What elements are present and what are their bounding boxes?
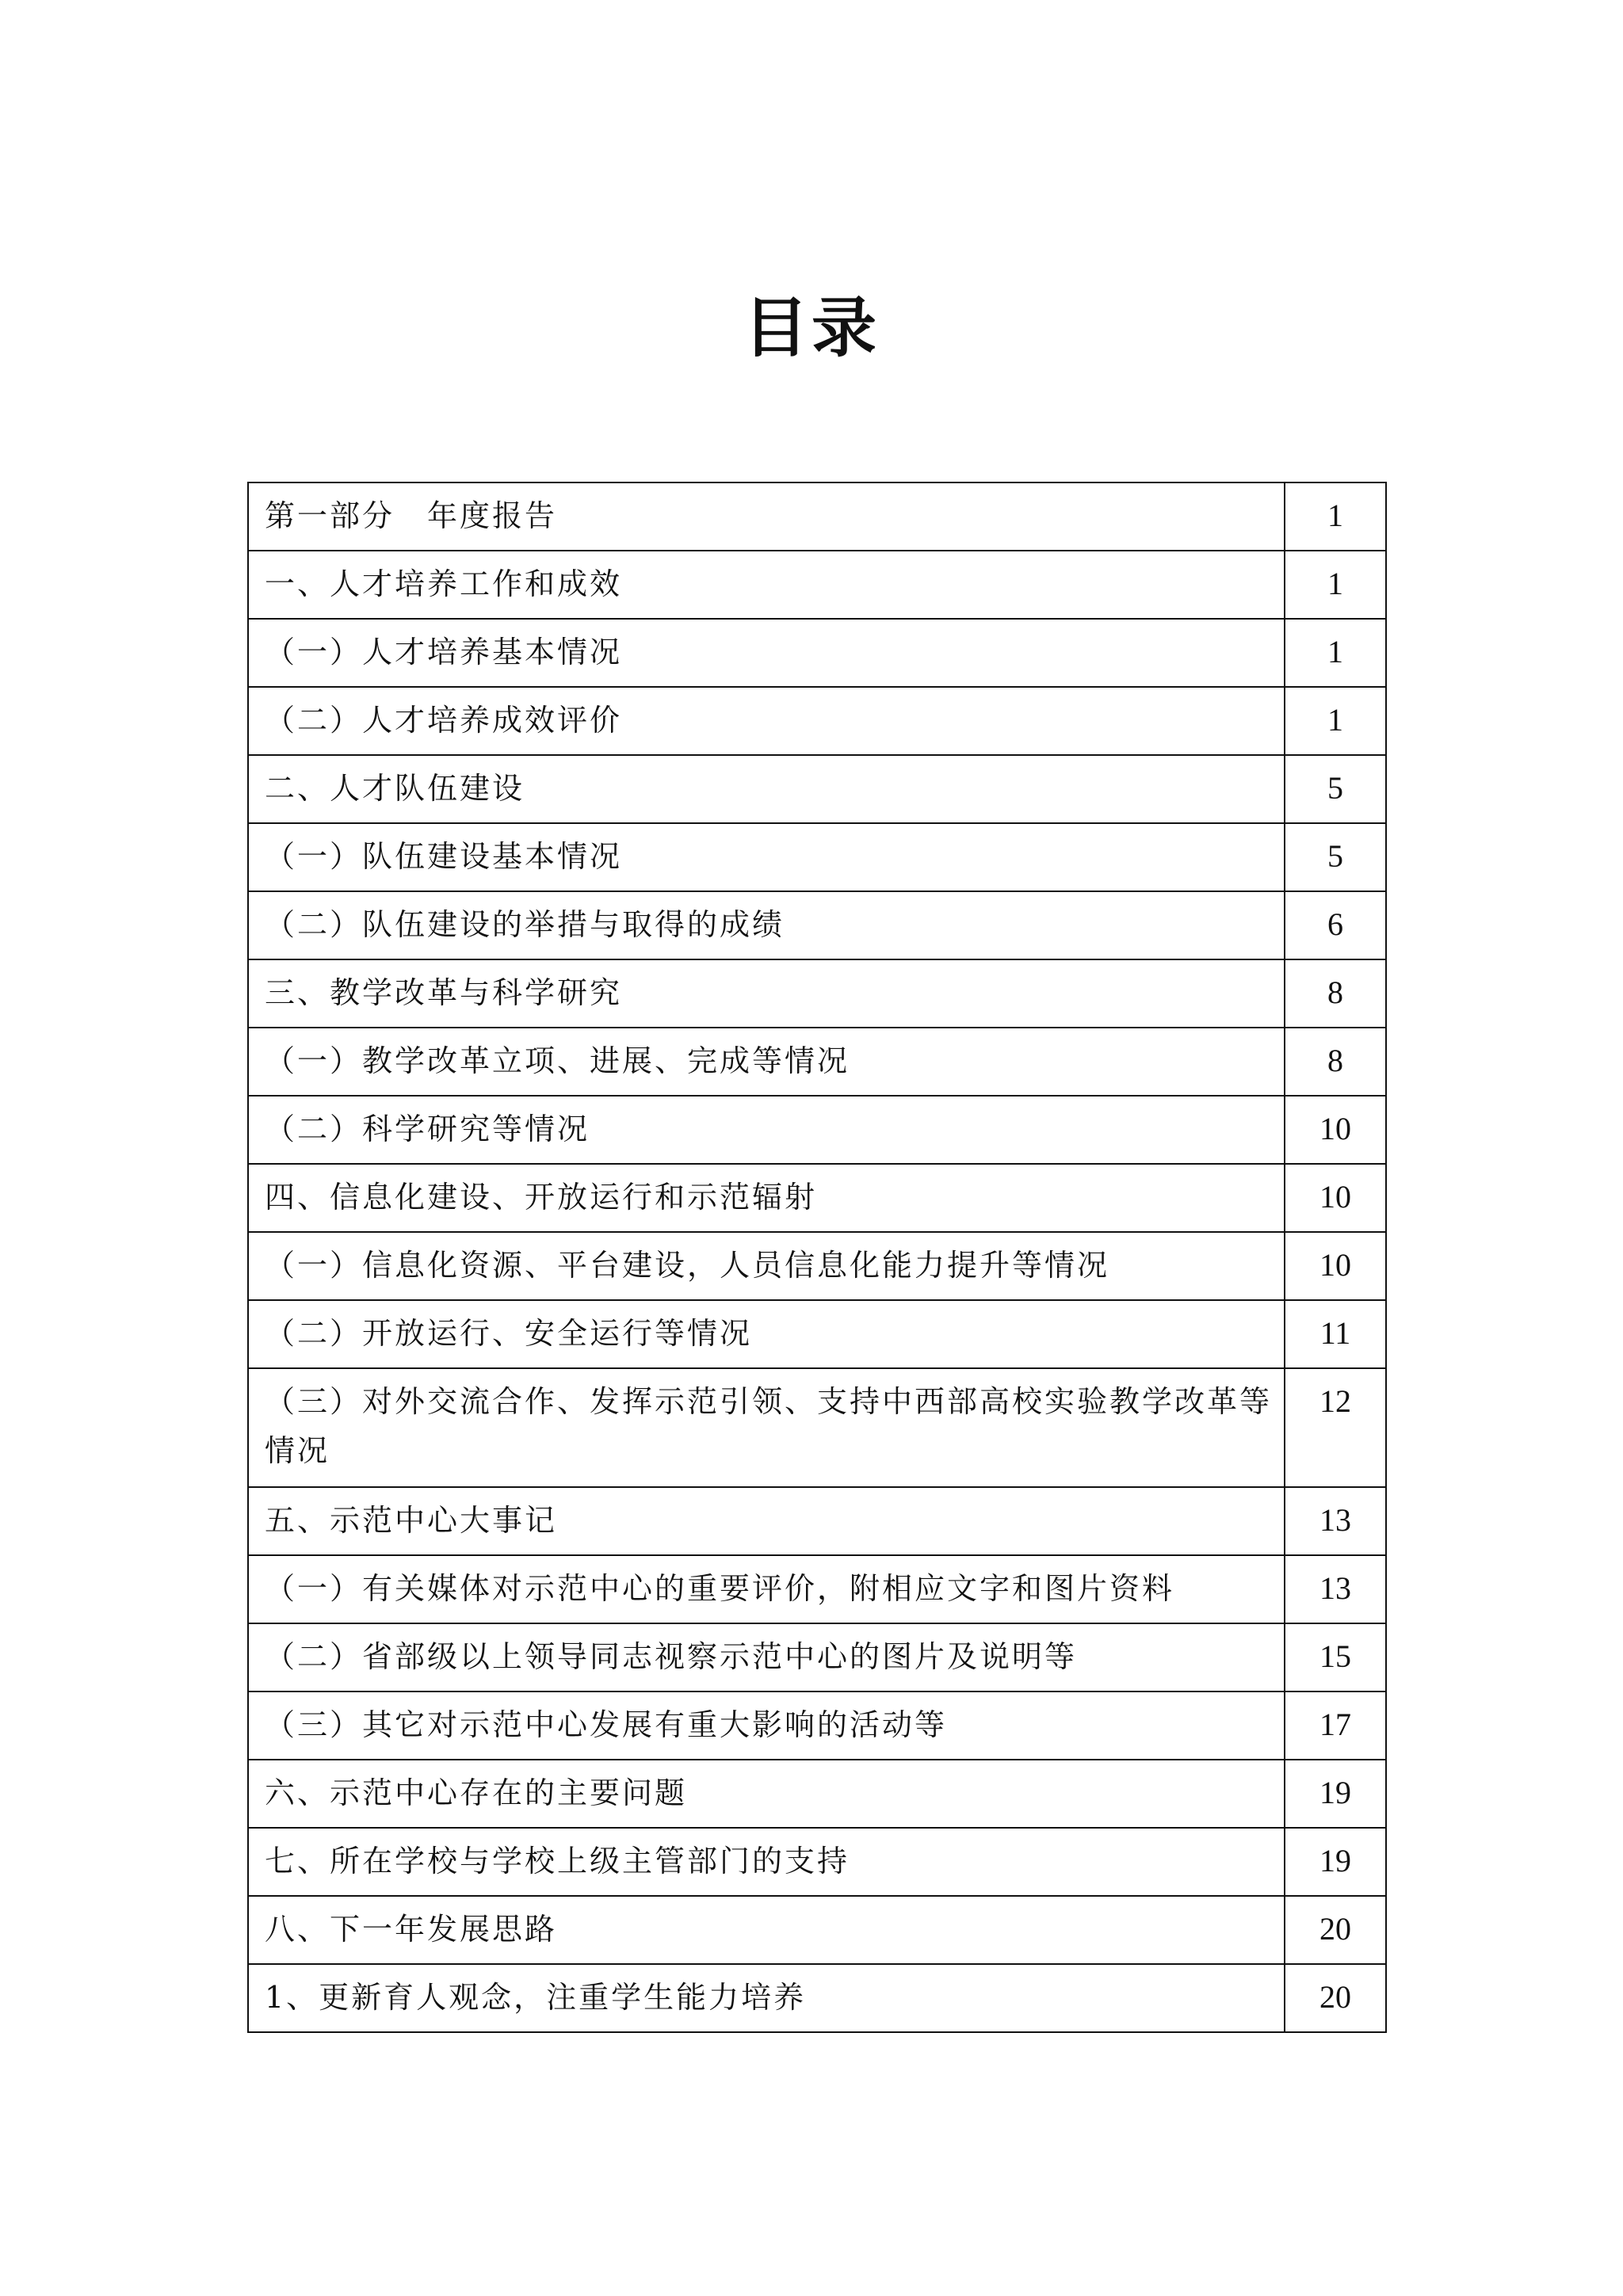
toc-entry-title: （三）其它对示范中心发展有重大影响的活动等 — [248, 1691, 1285, 1760]
toc-entry-page: 1 — [1285, 551, 1386, 619]
toc-entry-title: （三）对外交流合作、发挥示范引领、支持中西部高校实验教学改革等情况 — [248, 1368, 1285, 1487]
toc-entry-page: 13 — [1285, 1487, 1386, 1555]
toc-row — [248, 1096, 1386, 1164]
toc-entry-page: 11 — [1285, 1300, 1386, 1368]
toc-entry-title: （二）队伍建设的举措与取得的成绩 — [248, 891, 1285, 959]
toc-entry-page: 19 — [1285, 1828, 1386, 1896]
toc-entry-title: 三、教学改革与科学研究 — [248, 959, 1285, 1028]
toc-entry-title: （一）人才培养基本情况 — [248, 619, 1285, 687]
toc-row — [248, 687, 1386, 755]
toc-entry-title: 四、信息化建设、开放运行和示范辐射 — [248, 1164, 1285, 1232]
toc-row — [248, 1232, 1386, 1300]
toc-row — [248, 1164, 1386, 1232]
toc-row — [248, 891, 1386, 959]
toc-entry-title: （二）人才培养成效评价 — [248, 687, 1285, 755]
toc-entry-page: 20 — [1285, 1964, 1386, 2032]
toc-entry-page: 10 — [1285, 1096, 1386, 1164]
toc-row — [248, 1028, 1386, 1096]
toc-row — [248, 619, 1386, 687]
toc-entry-page: 10 — [1285, 1164, 1386, 1232]
toc-entry-title: 七、所在学校与学校上级主管部门的支持 — [248, 1828, 1285, 1896]
toc-row — [248, 1555, 1386, 1623]
toc-entry-page: 17 — [1285, 1691, 1386, 1760]
toc-row — [248, 1368, 1386, 1487]
toc-entry-title: 一、人才培养工作和成效 — [248, 551, 1285, 619]
toc-entry-title: 六、示范中心存在的主要问题 — [248, 1760, 1285, 1828]
page-title: 目录 — [743, 291, 880, 366]
table-of-contents — [247, 482, 1387, 2033]
toc-entry-title: 第一部分 年度报告 — [248, 482, 1285, 551]
toc-entry-page: 1 — [1285, 482, 1386, 551]
toc-row — [248, 1760, 1386, 1828]
toc-row — [248, 1828, 1386, 1896]
toc-entry-page: 10 — [1285, 1232, 1386, 1300]
toc-entry-title: （二）开放运行、安全运行等情况 — [248, 1300, 1285, 1368]
toc-row — [248, 1964, 1386, 2032]
toc-entry-page: 19 — [1285, 1760, 1386, 1828]
toc-row — [248, 1896, 1386, 1964]
toc-row — [248, 959, 1386, 1028]
toc-entry-title: （一）信息化资源、平台建设，人员信息化能力提升等情况 — [248, 1232, 1285, 1300]
toc-row — [248, 755, 1386, 823]
toc-entry-page: 5 — [1285, 823, 1386, 891]
toc-entry-page: 1 — [1285, 687, 1386, 755]
toc-entry-title: （一）有关媒体对示范中心的重要评价，附相应文字和图片资料 — [248, 1555, 1285, 1623]
toc-entry-title: （二）科学研究等情况 — [248, 1096, 1285, 1164]
toc-entry-title: （一）教学改革立项、进展、完成等情况 — [248, 1028, 1285, 1096]
toc-row — [248, 1623, 1386, 1691]
toc-entry-title: 1、更新育人观念，注重学生能力培养 — [248, 1964, 1285, 2032]
toc-row — [248, 1300, 1386, 1368]
toc-entry-page: 1 — [1285, 619, 1386, 687]
toc-entry-page: 8 — [1285, 959, 1386, 1028]
toc-entry-title: 二、人才队伍建设 — [248, 755, 1285, 823]
toc-entry-page: 6 — [1285, 891, 1386, 959]
toc-entry-page: 20 — [1285, 1896, 1386, 1964]
toc-entry-title: （二）省部级以上领导同志视察示范中心的图片及说明等 — [248, 1623, 1285, 1691]
toc-row — [248, 551, 1386, 619]
toc-entry-page: 8 — [1285, 1028, 1386, 1096]
toc-entry-title: 八、下一年发展思路 — [248, 1896, 1285, 1964]
toc-entry-page: 13 — [1285, 1555, 1386, 1623]
toc-entry-page: 12 — [1285, 1368, 1386, 1487]
toc-entry-page: 5 — [1285, 755, 1386, 823]
toc-row — [248, 823, 1386, 891]
toc-entry-title: （一）队伍建设基本情况 — [248, 823, 1285, 891]
toc-entry-page: 15 — [1285, 1623, 1386, 1691]
toc-row — [248, 1691, 1386, 1760]
toc-entry-title: 五、示范中心大事记 — [248, 1487, 1285, 1555]
toc-row — [248, 482, 1386, 551]
toc-row — [248, 1487, 1386, 1555]
